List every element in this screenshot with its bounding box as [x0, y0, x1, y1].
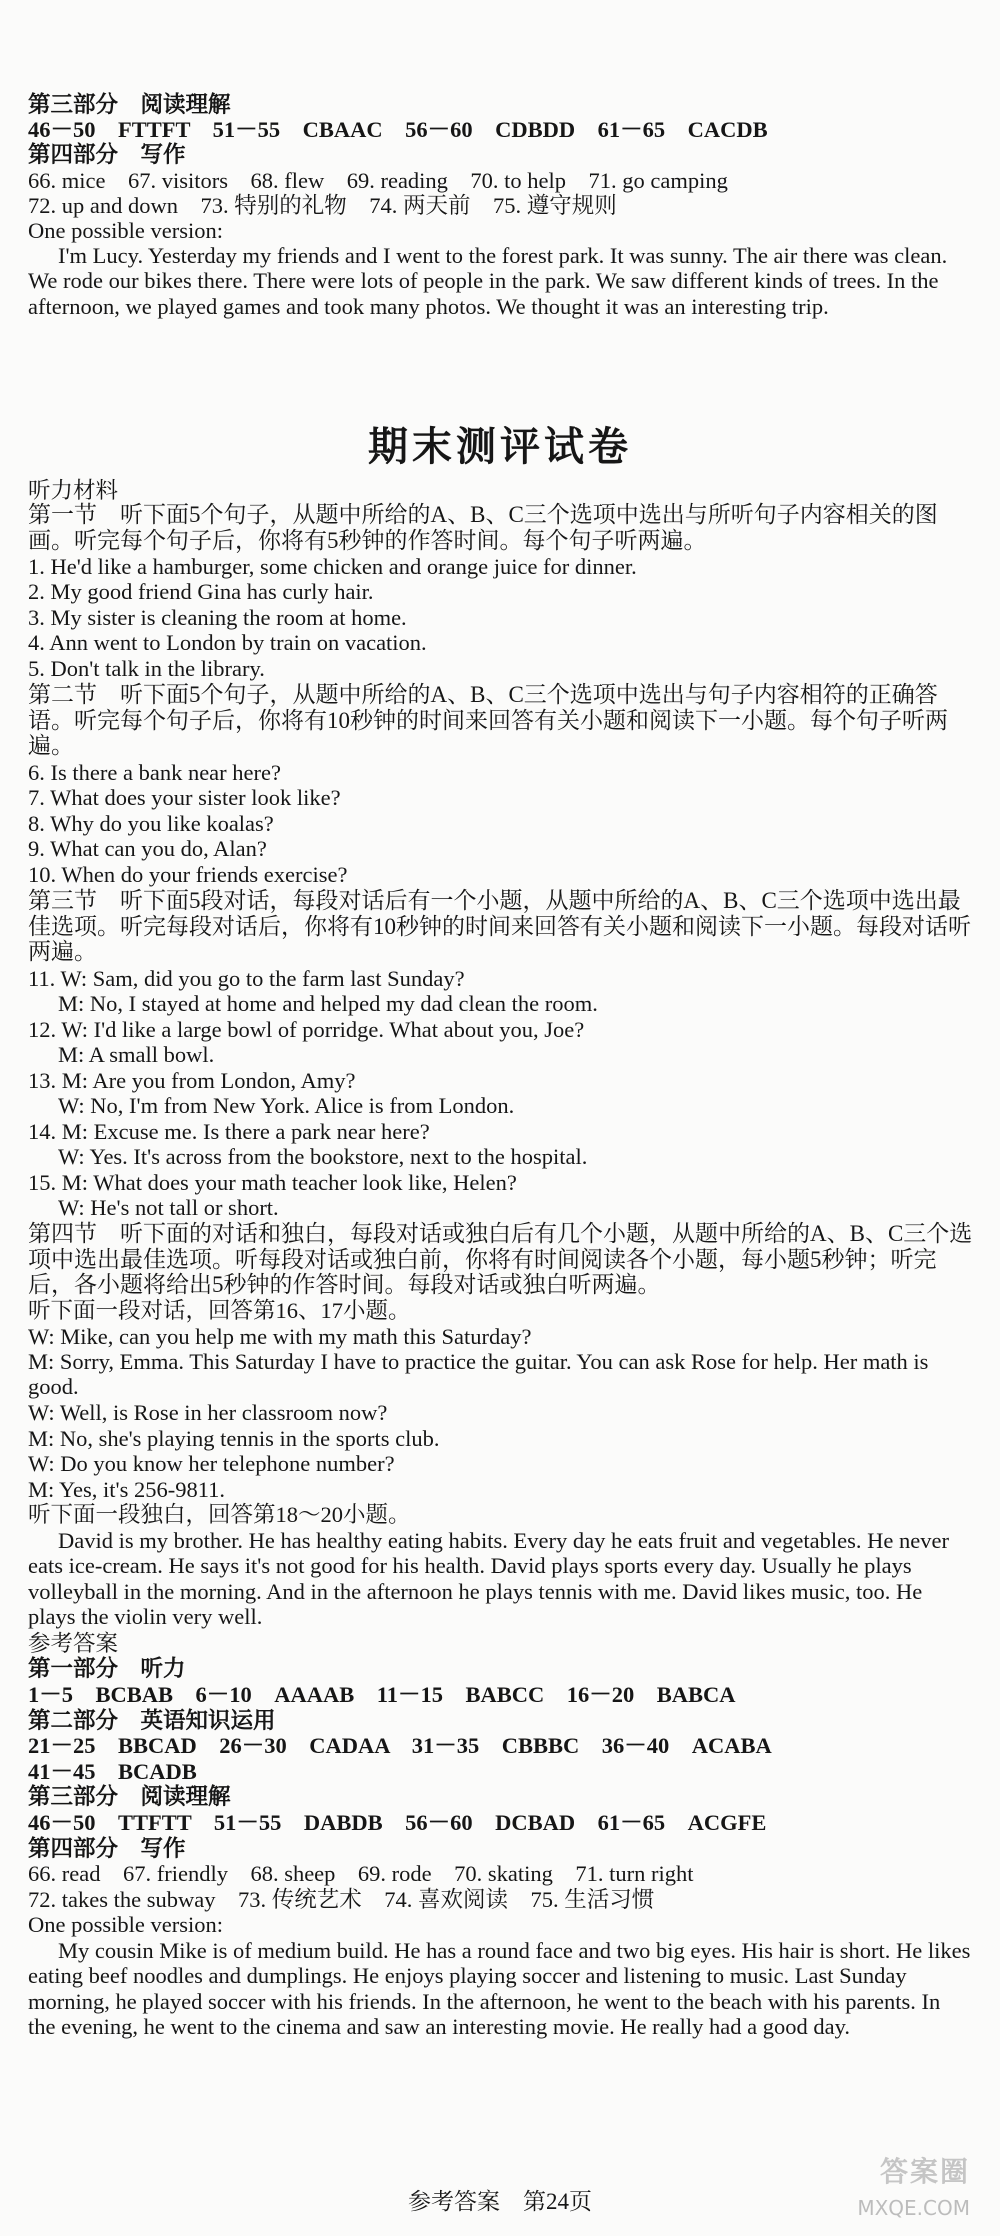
answer-line: 21－25 BBCAD 26－30 CADAA 31－35 CBBBC 36－40 ACABA — [28, 1733, 772, 1758]
sample-essay: I'm Lucy. Yesterday my friends and I went to the forest park. It was sunny. The air there was clean. We rode our bikes there. There were lots of people in the park. We saw different kinds of trees. In the afternoon, we played games and took many photos. We thought it was an interesting trip. — [28, 243, 948, 319]
listening-item: 1. He'd like a hamburger, some chicken and orange juice for dinner. — [28, 554, 637, 579]
dialog-intro: 听下面一段对话，回答第16、17小题。 — [28, 1298, 411, 1323]
listening-item: 9. What can you do, Alan? — [28, 836, 267, 861]
possible-version-label: One possible version: — [28, 218, 223, 243]
answer-line: 72. takes the subway 73. 传统艺术 74. 喜欢阅读 75. 生活习惯 — [28, 1887, 655, 1912]
section-heading: 第一部分 听力 — [28, 1656, 186, 1681]
answer-line: 72. up and down 73. 特别的礼物 74. 两天前 75. 遵守规则 — [28, 193, 617, 218]
dialog-line: 11. W: Sam, did you go to the farm last Sunday? — [28, 966, 465, 991]
dialog-line: 15. M: What does your math teacher look like, Helen? — [28, 1170, 517, 1195]
answer-line: 41－45 BCADB — [28, 1759, 197, 1784]
part2-instructions: 第二节 听下面5个句子，从题中所给的A、B、C三个选项中选出与句子内容相符的正确答语。听完每个句子后，你将有10秒钟的时间来回答有关小题和阅读下一小题。每个句子听两遍。 — [28, 682, 948, 759]
watermark-url: MXQE.COM — [857, 2196, 970, 2220]
section-heading: 第四部分 写作 — [28, 1836, 186, 1861]
dialog-line: W: He's not tall or short. — [58, 1195, 279, 1220]
page-footer: 参考答案 第24页 — [408, 2189, 592, 2214]
section-heading: 第三部分 阅读理解 — [28, 1784, 231, 1809]
listening-item: 4. Ann went to London by train on vacation. — [28, 630, 427, 655]
answer-line: 46－50 FTTFT 51－55 CBAAC 56－60 CDBDD 61－65 CACDB — [28, 117, 768, 142]
answer-line: 66. read 67. friendly 68. sheep 69. rode 70. skating 71. turn right — [28, 1861, 694, 1886]
dialog-intro: 听下面一段独白，回答第18～20小题。 — [28, 1502, 411, 1527]
listening-item: 10. When do your friends exercise? — [28, 862, 348, 887]
section-heading: 第三部分 阅读理解 — [28, 92, 231, 117]
listening-label: 听力材料 — [28, 478, 119, 503]
page-title: 期末测评试卷 — [368, 424, 632, 470]
dialog-line: 13. M: Are you from London, Amy? — [28, 1068, 356, 1093]
part1-instructions: 第一节 听下面5个句子，从题中所给的A、B、C三个选项中选出与所听句子内容相关的图画。听完每个句子后，你将有5秒钟的作答时间。每个句子听两遍。 — [28, 502, 938, 553]
part3-instructions: 第三节 听下面5段对话，每段对话后有一个小题，从题中所给的A、B、C三个选项中选出最佳选项。听完每段对话后，你将有10秒钟的时间来回答有关小题和阅读下一小题。每段对话听两遍。 — [28, 888, 971, 965]
dialog-line: W: Well, is Rose in her classroom now? — [28, 1400, 388, 1425]
dialog-line: M: Sorry, Emma. This Saturday I have to practice the guitar. You can ask Rose for help. Her math is good. — [28, 1349, 929, 1400]
dialog-line: M: Yes, it's 256-9811. — [28, 1477, 226, 1502]
dialog-line: M: No, I stayed at home and helped my dad clean the room. — [58, 991, 598, 1016]
monologue: David is my brother. He has healthy eating habits. Every day he eats fruit and vegetables. He never eats ice-cream. He says it's not good for his health. David plays sports every day. Usually he plays volleyball in the morning. And in the afternoon he plays tennis with me. David likes music, too. He plays the violin very well. — [28, 1528, 949, 1629]
answer-line: 66. mice 67. visitors 68. flew 69. reading 70. to help 71. go camping — [28, 168, 728, 193]
dialog-line: W: Do you know her telephone number? — [28, 1451, 395, 1476]
listening-item: 3. My sister is cleaning the room at home. — [28, 605, 407, 630]
listening-item: 7. What does your sister look like? — [28, 785, 341, 810]
section-heading: 第二部分 英语知识运用 — [28, 1708, 276, 1733]
dialog-line: W: Yes. It's across from the bookstore, next to the hospital. — [58, 1144, 588, 1169]
sample-essay: My cousin Mike is of medium build. He has a round face and two big eyes. His hair is short. He likes eating beef noodles and dumplings. He enjoys playing soccer and listening to music. Last Sunday morning, he played soccer with his friends. In the afternoon, he went to the beach with his parents. In the evening, he went to the cinema and saw an interesting movie. He really had a good day. — [28, 1938, 971, 2039]
possible-version-label: One possible version: — [28, 1912, 223, 1937]
dialog-line: M: A small bowl. — [58, 1042, 215, 1067]
watermark-mark: 答案圈 — [879, 2155, 970, 2188]
listening-item: 6. Is there a bank near here? — [28, 760, 281, 785]
dialog-line: W: No, I'm from New York. Alice is from London. — [58, 1093, 515, 1118]
watermark-logo — [820, 2150, 970, 2230]
dialog-line: M: No, she's playing tennis in the sports club. — [28, 1426, 440, 1451]
listening-item: 2. My good friend Gina has curly hair. — [28, 579, 374, 604]
dialog-line: 14. M: Excuse me. Is there a park near here? — [28, 1119, 430, 1144]
answer-line: 1－5 BCBAB 6－10 AAAAB 11－15 BABCC 16－20 BABCA — [28, 1682, 736, 1707]
answer-line: 46－50 TTFTT 51－55 DABDB 56－60 DCBAD 61－65 ACGFE — [28, 1810, 767, 1835]
answers-label: 参考答案 — [28, 1631, 119, 1656]
part4-instructions: 第四节 听下面的对话和独白，每段对话或独白后有几个小题，从题中所给的A、B、C三个选项中选出最佳选项。听每段对话或独白前，你将有时间阅读各个小题，每小题5秒钟；听完后，各小题将给出5秒钟的作答时间。每段对话或独白听两遍。 — [28, 1221, 973, 1298]
dialog-line: W: Mike, can you help me with my math this Saturday? — [28, 1324, 532, 1349]
section-heading: 第四部分 写作 — [28, 142, 186, 167]
listening-item: 8. Why do you like koalas? — [28, 811, 274, 836]
dialog-line: 12. W: I'd like a large bowl of porridge. What about you, Joe? — [28, 1017, 585, 1042]
listening-item: 5. Don't talk in the library. — [28, 656, 265, 681]
